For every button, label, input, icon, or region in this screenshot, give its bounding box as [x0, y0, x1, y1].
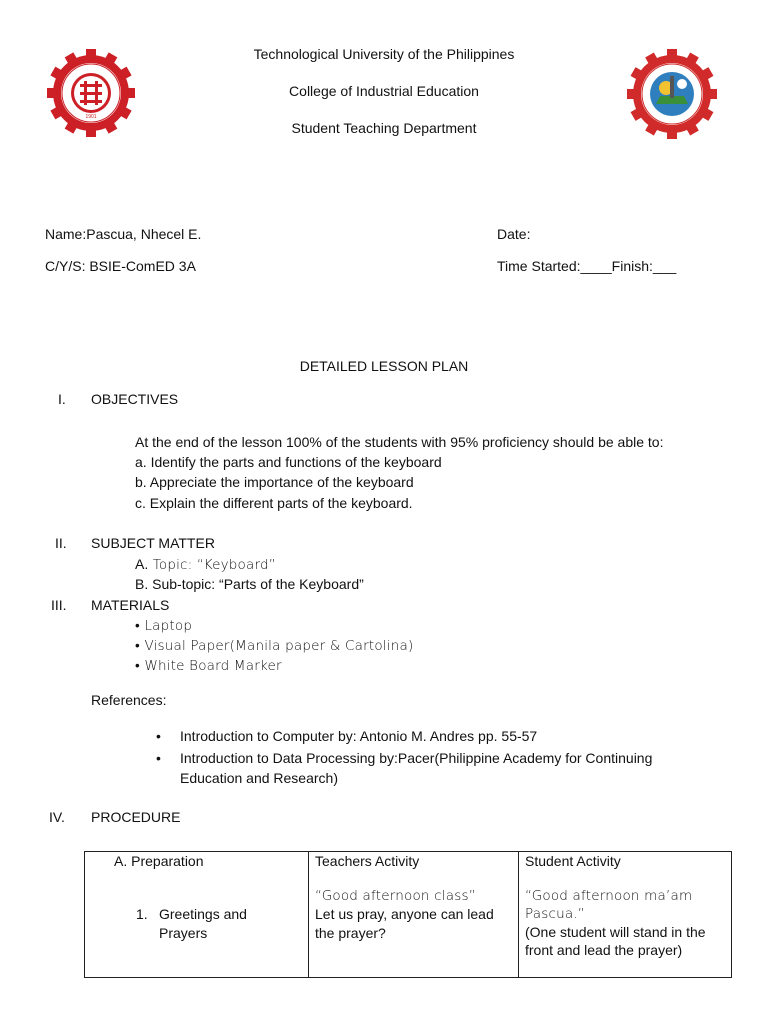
course-year-section: C/Y/S: BSIE-ComED 3A — [45, 258, 196, 274]
student-activity-header: Student Activity — [525, 853, 621, 869]
references-label: References: — [91, 692, 167, 708]
step-label: Greetings and — [159, 906, 247, 922]
objective-item: a. Identify the parts and functions of the keyboard — [135, 454, 442, 470]
student-name: Name:Pascua, Nhecel E. — [45, 226, 202, 242]
teacher-line: Let us pray, anyone can lead — [315, 906, 494, 922]
step-label: Prayers — [159, 925, 208, 941]
topic-line — [135, 556, 276, 573]
teacher-line: “Good afternoon class” — [315, 888, 476, 904]
teacher-activity-header: Teachers Activity — [315, 853, 420, 869]
reference-item: • Introduction to Data Processing by:Pacer(Philippine Academy for Continuing Education and Research) — [156, 750, 653, 786]
objective-item: b. Appreciate the importance of the keyboard — [135, 474, 414, 490]
student-line: (One student will stand in the — [525, 924, 706, 940]
student-line: “Good afternoon ma’am — [525, 888, 693, 904]
objectives-heading: OBJECTIVES — [91, 391, 179, 407]
materials-heading: MATERIALS — [91, 597, 170, 613]
university-name: Technological University of the Philippines — [253, 46, 515, 62]
material-item: • White Board Marker — [135, 658, 282, 674]
department-name: Student Teaching Department — [291, 120, 477, 136]
references-list — [156, 726, 652, 788]
topic-letter: A. — [135, 556, 149, 572]
table-row — [85, 852, 732, 978]
section-numeral: I. — [58, 391, 66, 407]
material-item: • Laptop — [135, 618, 193, 634]
material-item: • Visual Paper(Manila paper & Cartolina) — [135, 638, 414, 654]
bullet-icon: • — [156, 728, 161, 744]
objectives-intro: At the end of the lesson 100% of the students with 95% proficiency should be able to: — [135, 434, 664, 450]
date-field: Date: — [497, 226, 531, 242]
step-number: 1. — [136, 906, 148, 922]
document-title: DETAILED LESSON PLAN — [299, 358, 469, 374]
teacher-activity-cell — [309, 852, 519, 978]
student-line: Pascua.” — [525, 906, 585, 922]
svg-text:1901: 1901 — [85, 114, 97, 120]
procedure-table — [84, 851, 732, 978]
college-name: College of Industrial Education — [289, 83, 479, 99]
student-activity-cell — [519, 852, 732, 978]
subject-matter-heading: SUBJECT MATTER — [91, 535, 215, 551]
topic-text: Topic: “Keyboard” — [148, 557, 276, 573]
section-numeral: III. — [51, 597, 67, 613]
preparation-cell — [85, 852, 309, 978]
student-line: front and lead the prayer) — [525, 942, 683, 958]
time-field: Time Started:____Finish:___ — [497, 258, 677, 274]
section-numeral: IV. — [49, 809, 65, 825]
procedure-heading: PROCEDURE — [91, 809, 181, 825]
reference-item: • Introduction to Computer by: Antonio M. Andres pp. 55-57 — [156, 728, 538, 744]
teacher-line: the prayer? — [315, 925, 386, 941]
bullet-icon: • — [156, 750, 161, 766]
section-numeral: II. — [55, 535, 67, 551]
objective-item: c. Explain the different parts of the keyboard. — [135, 495, 413, 511]
preparation-header: A. Preparation — [114, 853, 204, 869]
subtopic-line: B. Sub-topic: “Parts of the Keyboard” — [135, 576, 364, 592]
